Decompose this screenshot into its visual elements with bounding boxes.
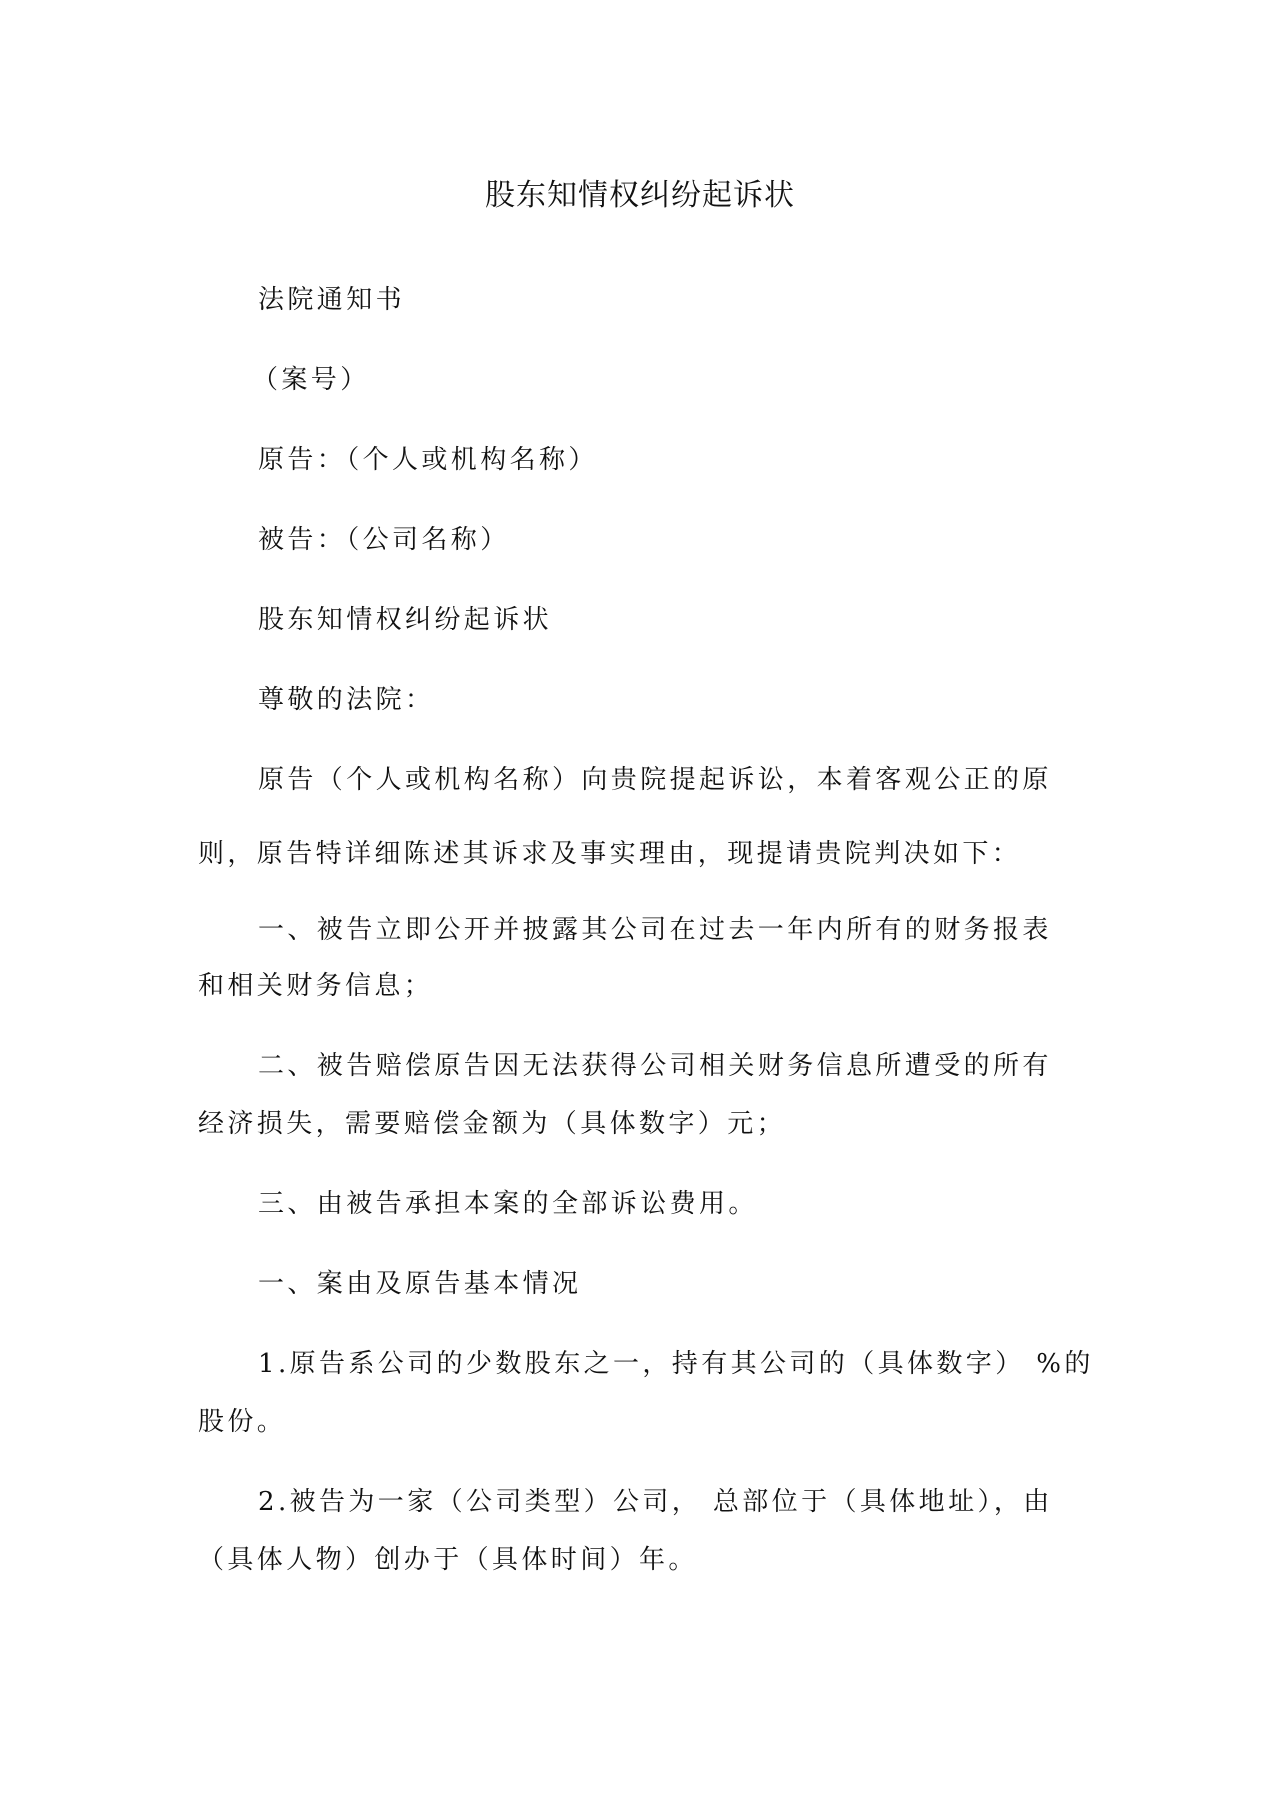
defendant-line: 被告：（公司名称） (258, 525, 510, 555)
fact-1-line-1: 1.原告系公司的少数股东之一，持有其公司的（具体数字） %的 (258, 1349, 1094, 1379)
salutation: 尊敬的法院： (258, 685, 435, 715)
fact-2-line-2: （具体人物）创办于（具体时间）年。 (198, 1545, 698, 1575)
complaint-subtitle: 股东知情权纠纷起诉状 (258, 605, 553, 635)
fact-1-line-2: 股份。 (198, 1407, 287, 1437)
plaintiff-line: 原告：（个人或机构名称） (258, 445, 598, 475)
intro-paragraph-line-2: 则，原告特详细陈述其诉求及事实理由，现提请贵院判决如下： (198, 839, 1022, 869)
intro-paragraph-line-1: 原告（个人或机构名称）向贵院提起诉讼，本着客观公正的原 (258, 765, 1052, 795)
section-heading-case-basis: 一、案由及原告基本情况 (258, 1269, 582, 1299)
case-number: （案号） (252, 365, 370, 395)
claim-2-line-1: 二、被告赔偿原告因无法获得公司相关财务信息所遭受的所有 (258, 1051, 1052, 1081)
document-title: 股东知情权纠纷起诉状 (485, 178, 795, 213)
claim-1-line-1: 一、被告立即公开并披露其公司在过去一年内所有的财务报表 (258, 915, 1052, 945)
claim-3: 三、由被告承担本案的全部诉讼费用。 (258, 1189, 758, 1219)
claim-1-line-2: 和相关财务信息； (198, 971, 434, 1001)
court-notice-heading: 法院通知书 (258, 285, 406, 315)
fact-2-line-1: 2.被告为一家（公司类型）公司， 总部位于（具体地址），由 (258, 1487, 1053, 1517)
claim-2-line-2: 经济损失，需要赔偿金额为（具体数字）元； (198, 1109, 787, 1139)
